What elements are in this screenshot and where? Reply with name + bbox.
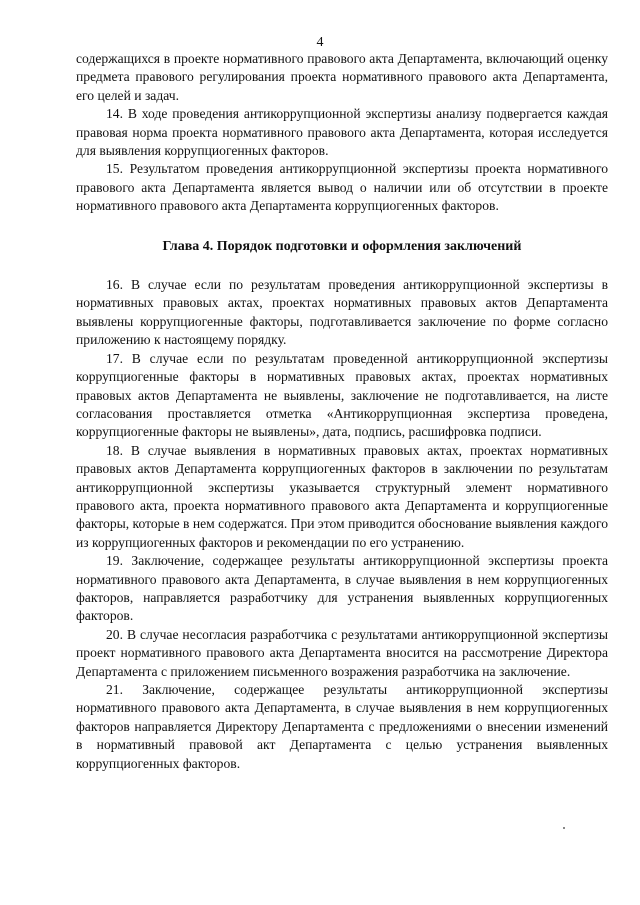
paragraph-15: 15. Результатом проведения антикоррупционной экспертизы проекта нормативного правового акта Департамента является вывод о наличии или об отсутствии в проекте нормативного правового акта Департамента коррупциогенных факторов. <box>76 161 608 214</box>
paragraph-18: 18. В случае выявления в нормативных правовых актах, проектах нормативных правовых актов Департамента коррупциогенных факторов в заключении по результатам антикоррупционной экспертизы указывается структурный элемент нормативного правового акта, проекта нормативного правового акта Департамента и коррупциогенные факторы, которые в нем содержатся. При этом приводится обоснование выявления каждого из коррупциогенных факторов и рекомендации по его устранению. <box>76 442 608 550</box>
page-number: 4 <box>316 35 324 50</box>
paragraph-14: 14. В ходе проведения антикоррупционной экспертизы анализу подвергается каждая правовая норма проекта нормативного правового акта Департамента, которая исследуется для выявления коррупциогенных факторов. <box>76 106 608 159</box>
chapter-heading: Глава 4. Порядок подготовки и оформления заключений <box>162 238 522 254</box>
paragraph-16: 16. В случае если по результатам проведения антикоррупционной экспертизы в нормативных правовых актах, проектах нормативных правовых актов Департамента выявлены коррупциогенные факторы, подготавливается заключение по форме согласно приложению к настоящему порядку. <box>76 277 608 348</box>
paragraph-21: 21. Заключение, содержащее результаты антикоррупционной экспертизы нормативного правового акта Департамента, в случае выявления в нем коррупциогенных факторов направляется Директору Департамента с предложениями о внесении изменений в нормативный правовой акт Департамента с целью устранения выявленных коррупциогенных факторов. <box>76 682 608 771</box>
document-body <box>76 50 608 773</box>
paragraph-19: 19. Заключение, содержащее результаты антикоррупционной экспертизы проекта нормативного правового акта Департамента, в случае выявления в нем коррупциогенных факторов, направляется разработчику для устранения выявленных коррупциогенных факторов. <box>76 553 608 624</box>
paragraph-17: 17. В случае если по результатам проведенной антикоррупционной экспертизы коррупциогенные факторы в нормативных правовых актах, проектах нормативных правовых актов Департамента не выявлены, заключение не подготавливается, на листе согласования проставляется отметка «Антикоррупционная экспертиза проведена, коррупциогенные факторы не выявлены», дата, подпись, расшифровка подписи. <box>76 350 608 440</box>
paragraph-20: 20. В случае несогласия разработчика с результатами антикоррупционной экспертизы проект нормативного правового акта Департамента вносится на рассмотрение Директора Департамента с приложением письменного возражения разработчика на заключение. <box>76 626 608 679</box>
paragraph-continuation: содержащихся в проекте нормативного правового акта Департамента, включающий оценку предмета правового регулирования проекта нормативного правового акта Департамента, его целей и задач. <box>76 51 608 103</box>
scan-speck <box>563 827 565 829</box>
